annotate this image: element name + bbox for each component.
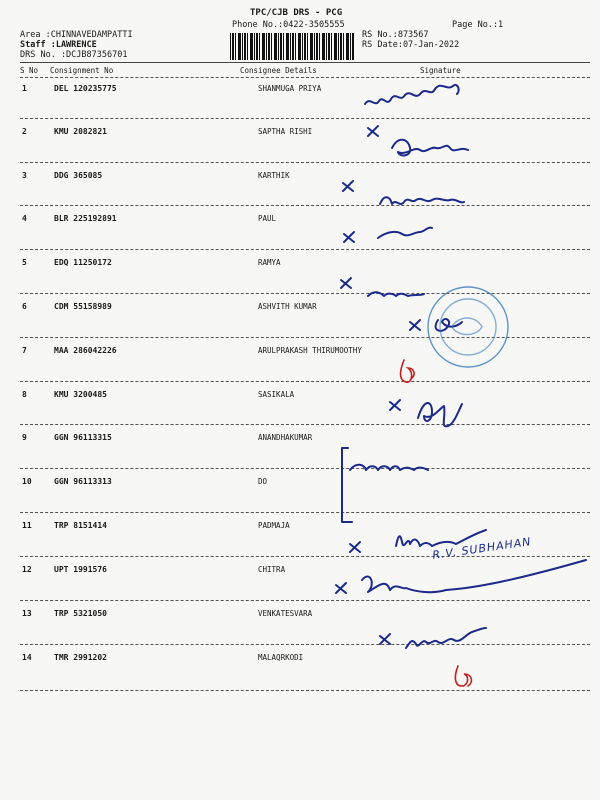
cross-mark-row-3 [343,181,353,191]
signature-row-5 [368,292,424,296]
page-number: Page No.:1 [452,20,504,30]
row-consignee: KARTHIK [258,171,290,180]
row-consignment: EDQ 11250172 [54,258,112,267]
red-initials-row-14 [455,666,471,686]
row-consignee: ANANDHAKUMAR [258,433,313,442]
row-sno: 10 [22,477,32,486]
row-sno: 1 [22,84,27,93]
cross-mark-row-12 [336,583,346,593]
cross-mark-row-8 [390,400,400,410]
row-sno: 8 [22,390,27,399]
row-consignment: DEL 120235775 [54,84,117,93]
cross-mark-row-13 [380,634,390,644]
signature-row-2 [392,140,468,156]
rs-number: RS No.:873567 [362,30,429,40]
row-sno: 6 [22,302,27,311]
signature-row-3 [380,197,464,204]
row-consignee: VENKATESVARA [258,609,313,618]
rs-date: RS Date:07-Jan-2022 [362,40,460,50]
row-consignment: MAA 286042226 [54,346,117,355]
row-consignee: ASHVITH KUMAR [258,302,317,311]
row-consignment: BLR 225192891 [54,214,117,223]
row-consignee: RAMYA [258,258,281,267]
row-sno: 14 [22,653,32,662]
row-consignment: TRP 8151414 [54,521,107,530]
row-consignment: CDM 55158989 [54,302,112,311]
signature-row-1 [365,85,459,104]
column-header-signature: Signature [420,66,461,75]
row-consignment: KMU 2082821 [54,127,107,136]
bracket-mark-rows-9-10 [342,448,352,522]
row-consignee: SASIKALA [258,390,295,399]
row-consignment: TMR 2991202 [54,653,107,662]
row-consignee: DO [258,477,268,486]
column-header-consignee: Consignee Details [240,66,317,75]
staff-label: Staff :LAWRENCE [20,40,97,50]
row-consignment: GGN 96113313 [54,477,112,486]
drs-number: DRS No. :DCJB87356701 [20,50,128,60]
row-consignee: MALAQRKODI [258,653,304,662]
red-initials-row-7 [401,360,415,382]
cross-mark-row-2 [368,126,378,136]
row-sno: 3 [22,171,27,180]
row-consignment: UPT 1991576 [54,565,107,574]
cross-mark-row-5 [341,278,351,288]
row-sno: 2 [22,127,27,136]
signature-row-8 [418,403,462,426]
signature-row-12 [362,560,586,592]
column-header-consignment: Consignment No [50,66,114,75]
row-sno: 12 [22,565,32,574]
row-consignee: SAPTHA RISHI [258,127,313,136]
cross-mark-row-4 [344,232,354,242]
row-consignee: PAUL [258,214,277,223]
row-sno: 13 [22,609,32,618]
column-header-sno: S No [20,66,39,75]
area-label: Area :CHINNAVEDAMPATTI [20,30,133,40]
document-title: TPC/CJB DRS - PCG [250,8,343,18]
handwritten-name: R.V. SUBHAHAN [431,535,533,562]
row-sno: 5 [22,258,27,267]
row-consignee: SHANMUGA PRIYA [258,84,322,93]
row-consignee: PADMAJA [258,521,290,530]
row-consignment: TRP 5321050 [54,609,107,618]
signature-row-13 [406,628,486,648]
cross-mark-row-6 [410,320,420,330]
row-sno: 4 [22,214,27,223]
signature-row-9 [350,465,428,470]
row-consignment: GGN 96113315 [54,433,112,442]
row-consignee: CHITRA [258,565,286,574]
phone-number: Phone No.:0422-3505555 [232,20,345,30]
row-sno: 9 [22,433,27,442]
cross-mark-row-11 [350,542,360,552]
row-sno: 7 [22,346,27,355]
signature-row-4 [378,228,432,238]
row-consignment: DDG 365085 [54,171,103,180]
row-sno: 11 [22,521,32,530]
row-consignment: KMU 3200485 [54,390,107,399]
row-consignee: ARULPRAKASH THIRUMOOTHY [258,346,362,355]
